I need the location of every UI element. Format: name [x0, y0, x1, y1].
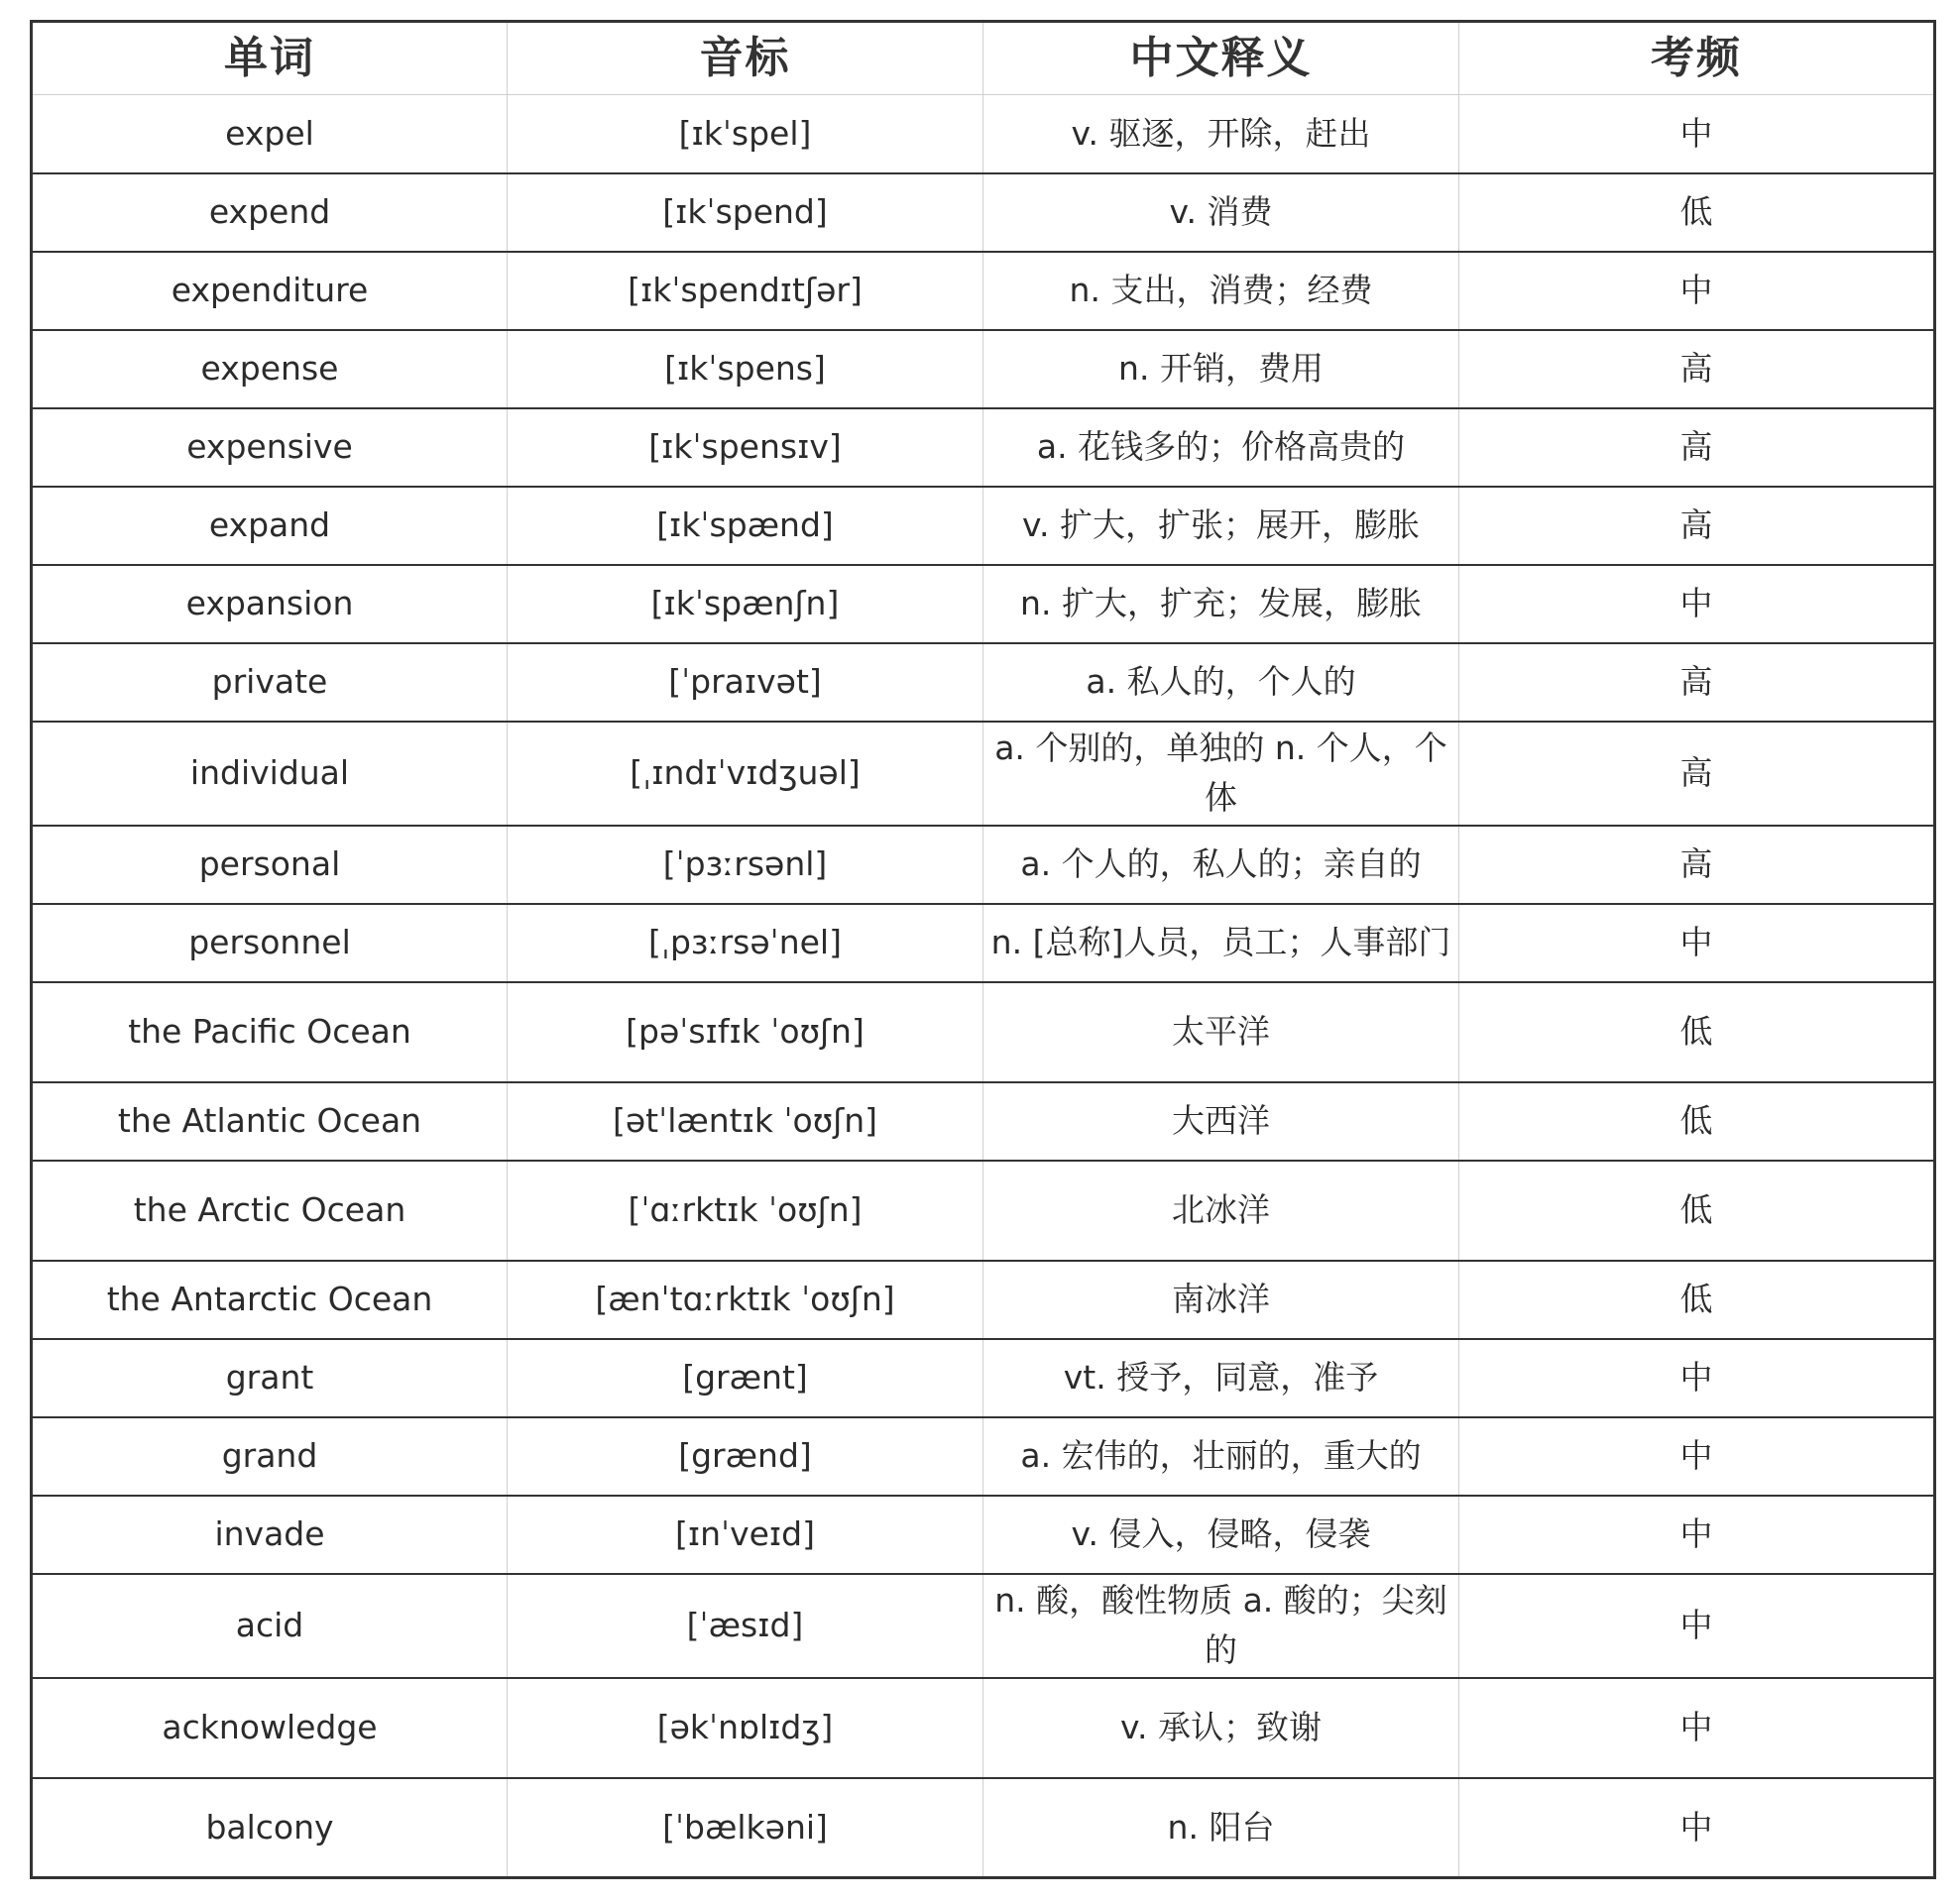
ipa-cell: [ɪkˈspænd] — [508, 487, 983, 565]
frequency-cell: 低 — [1459, 1161, 1935, 1261]
word-cell: personnel — [32, 904, 508, 982]
table-row — [32, 330, 1935, 408]
meaning-cell: n. 酸，酸性物质 a. 酸的；尖刻的 — [983, 1574, 1459, 1678]
table-row — [32, 1261, 1935, 1339]
frequency-cell: 中 — [1459, 1496, 1935, 1574]
meaning-cell: v. 驱逐，开除，赶出 — [983, 95, 1459, 173]
frequency-cell: 中 — [1459, 1778, 1935, 1878]
table-row — [32, 1339, 1935, 1417]
meaning-cell: a. 花钱多的；价格高贵的 — [983, 408, 1459, 487]
meaning-cell: v. 侵入，侵略，侵袭 — [983, 1496, 1459, 1574]
frequency-cell: 低 — [1459, 1082, 1935, 1161]
meaning-cell: n. 支出，消费；经费 — [983, 252, 1459, 330]
frequency-cell: 低 — [1459, 1261, 1935, 1339]
frequency-cell: 低 — [1459, 982, 1935, 1082]
header-ipa: 音标 — [508, 22, 983, 95]
table-row — [32, 252, 1935, 330]
meaning-cell: v. 扩大，扩张；展开，膨胀 — [983, 487, 1459, 565]
table-row — [32, 173, 1935, 252]
frequency-cell: 中 — [1459, 904, 1935, 982]
ipa-cell: [ˌɪndɪˈvɪdʒuəl] — [508, 722, 983, 826]
ipa-cell: [ətˈlæntɪk ˈoʊʃn] — [508, 1082, 983, 1161]
table-row — [32, 1082, 1935, 1161]
table-row — [32, 408, 1935, 487]
word-cell: expenditure — [32, 252, 508, 330]
header-frequency: 考频 — [1459, 22, 1935, 95]
table-row — [32, 982, 1935, 1082]
meaning-cell: v. 消费 — [983, 173, 1459, 252]
meaning-cell: 太平洋 — [983, 982, 1459, 1082]
word-cell: acid — [32, 1574, 508, 1678]
ipa-cell: [ˈbælkəni] — [508, 1778, 983, 1878]
ipa-cell: [ænˈtɑːrktɪk ˈoʊʃn] — [508, 1261, 983, 1339]
frequency-cell: 高 — [1459, 408, 1935, 487]
word-cell: the Arctic Ocean — [32, 1161, 508, 1261]
word-cell: private — [32, 643, 508, 722]
word-cell: the Antarctic Ocean — [32, 1261, 508, 1339]
word-cell: the Pacific Ocean — [32, 982, 508, 1082]
table-row — [32, 1678, 1935, 1778]
word-cell: balcony — [32, 1778, 508, 1878]
word-cell: invade — [32, 1496, 508, 1574]
table-row — [32, 487, 1935, 565]
header-word: 单词 — [32, 22, 508, 95]
frequency-cell: 中 — [1459, 252, 1935, 330]
meaning-cell: n. 阳台 — [983, 1778, 1459, 1878]
header-meaning: 中文释义 — [983, 22, 1459, 95]
frequency-cell: 高 — [1459, 722, 1935, 826]
word-cell: grand — [32, 1417, 508, 1496]
word-cell: expel — [32, 95, 508, 173]
frequency-cell: 中 — [1459, 1574, 1935, 1678]
frequency-cell: 高 — [1459, 643, 1935, 722]
word-cell: acknowledge — [32, 1678, 508, 1778]
ipa-cell: [ˈæsɪd] — [508, 1574, 983, 1678]
meaning-cell: a. 私人的，个人的 — [983, 643, 1459, 722]
frequency-cell: 高 — [1459, 330, 1935, 408]
word-cell: grant — [32, 1339, 508, 1417]
vocabulary-sheet — [30, 20, 1933, 1879]
ipa-cell: [ˈɑːrktɪk ˈoʊʃn] — [508, 1161, 983, 1261]
vocabulary-table — [30, 20, 1936, 1879]
frequency-cell: 中 — [1459, 1417, 1935, 1496]
frequency-cell: 中 — [1459, 95, 1935, 173]
ipa-cell: [ɪkˈspænʃn] — [508, 565, 983, 643]
ipa-cell: [ɪnˈveɪd] — [508, 1496, 983, 1574]
word-cell: expensive — [32, 408, 508, 487]
meaning-cell: a. 个人的，私人的；亲自的 — [983, 826, 1459, 904]
frequency-cell: 高 — [1459, 487, 1935, 565]
table-row — [32, 722, 1935, 826]
ipa-cell: [ˌpɜːrsəˈnel] — [508, 904, 983, 982]
word-cell: the Atlantic Ocean — [32, 1082, 508, 1161]
table-row — [32, 95, 1935, 173]
meaning-cell: 南冰洋 — [983, 1261, 1459, 1339]
word-cell: expend — [32, 173, 508, 252]
table-row — [32, 904, 1935, 982]
table-row — [32, 643, 1935, 722]
word-cell: expansion — [32, 565, 508, 643]
meaning-cell: 北冰洋 — [983, 1161, 1459, 1261]
ipa-cell: [ɪkˈspensɪv] — [508, 408, 983, 487]
frequency-cell: 中 — [1459, 1339, 1935, 1417]
table-row — [32, 565, 1935, 643]
meaning-cell: v. 承认；致谢 — [983, 1678, 1459, 1778]
ipa-cell: [ˈpɜːrsənl] — [508, 826, 983, 904]
table-row — [32, 1496, 1935, 1574]
ipa-cell: [pəˈsɪfɪk ˈoʊʃn] — [508, 982, 983, 1082]
ipa-cell: [ɪkˈspel] — [508, 95, 983, 173]
word-cell: individual — [32, 722, 508, 826]
table-row — [32, 1574, 1935, 1678]
word-cell: expand — [32, 487, 508, 565]
meaning-cell: n. 开销，费用 — [983, 330, 1459, 408]
table-row — [32, 1778, 1935, 1878]
meaning-cell: 大西洋 — [983, 1082, 1459, 1161]
table-row — [32, 1417, 1935, 1496]
frequency-cell: 中 — [1459, 565, 1935, 643]
meaning-cell: vt. 授予，同意，准予 — [983, 1339, 1459, 1417]
header-row — [32, 22, 1935, 95]
table-row — [32, 826, 1935, 904]
ipa-cell: [grænt] — [508, 1339, 983, 1417]
frequency-cell: 高 — [1459, 826, 1935, 904]
meaning-cell: a. 宏伟的，壮丽的，重大的 — [983, 1417, 1459, 1496]
frequency-cell: 低 — [1459, 173, 1935, 252]
frequency-cell: 中 — [1459, 1678, 1935, 1778]
ipa-cell: [ɪkˈspend] — [508, 173, 983, 252]
ipa-cell: [ˈpraɪvət] — [508, 643, 983, 722]
ipa-cell: [ɪkˈspendɪtʃər] — [508, 252, 983, 330]
word-cell: personal — [32, 826, 508, 904]
ipa-cell: [ɪkˈspens] — [508, 330, 983, 408]
ipa-cell: [grænd] — [508, 1417, 983, 1496]
meaning-cell: n. 扩大，扩充；发展，膨胀 — [983, 565, 1459, 643]
word-cell: expense — [32, 330, 508, 408]
meaning-cell: n. [总称]人员，员工；人事部门 — [983, 904, 1459, 982]
ipa-cell: [əkˈnɒlɪdʒ] — [508, 1678, 983, 1778]
table-row — [32, 1161, 1935, 1261]
meaning-cell: a. 个别的，单独的 n. 个人，个体 — [983, 722, 1459, 826]
